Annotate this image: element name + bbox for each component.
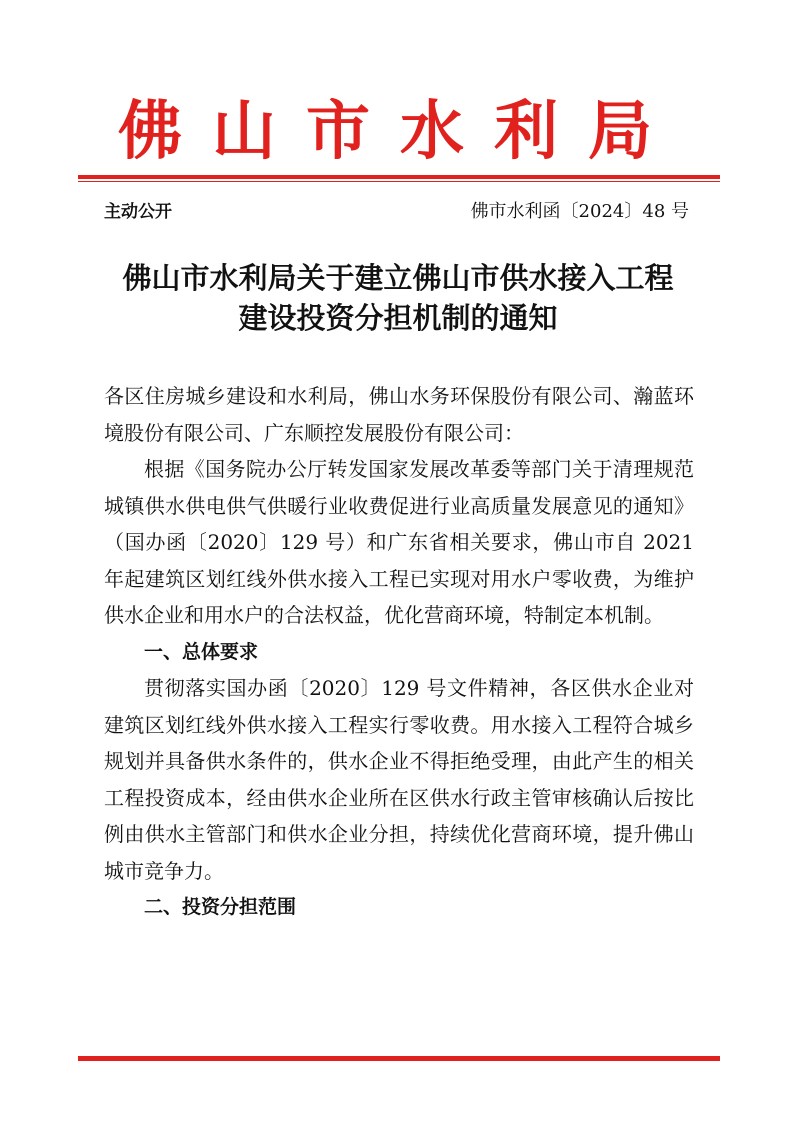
- document-number: 佛市水利函〔2024〕48 号: [470, 201, 689, 222]
- document-title: [80, 258, 716, 338]
- document-body: [104, 378, 694, 926]
- header-divider-thin: [78, 181, 720, 182]
- disclosure-label: 主动公开: [104, 202, 172, 222]
- document-title-line-2: 建设投资分担机制的通知: [238, 301, 558, 335]
- intro-paragraph: 根据《国务院办公厅转发国家发展改革委等部门关于清理规范城镇供水供电供气供暖行业收费促进行业高质量发展意见的通知》（国办函〔2020〕129 号）和广东省相关要求，佛山市自 2021 年起建筑区划红线外供水接入工程已实现对用水户零收费，为维护供水企业和用水户的合法权益，优化营商环境，特制定本机制。: [104, 457, 694, 627]
- issuing-authority-title: 佛山市水利局: [118, 94, 682, 169]
- document-meta-row: [104, 198, 689, 226]
- recipients-paragraph: 各区住房城乡建设和水利局，佛山水务环保股份有限公司、瀚蓝环境股份有限公司、广东顺控发展股份有限公司：: [104, 384, 694, 445]
- section-heading-investment-scope: 二、投资分担范围: [144, 896, 297, 918]
- footer-divider: [78, 1056, 720, 1061]
- general-requirements-paragraph: 贯彻落实国办函〔2020〕129 号文件精神，各区供水企业对建筑区划红线外供水接入工程实行零收费。用水接入工程符合城乡规划并具备供水条件的，供水企业不得拒绝受理，由此产生的相关工程投资成本，经由供水企业所在区供水行政主管审核确认后按比例由供水主管部门和供水企业分担，持续优化营商环境，提升佛山城市竞争力。: [104, 676, 694, 883]
- document-title-line-1: 佛山市水利局关于建立佛山市供水接入工程: [122, 261, 674, 295]
- section-heading-general-requirements: 一、总体要求: [144, 640, 259, 663]
- header-divider-thick: [78, 175, 720, 179]
